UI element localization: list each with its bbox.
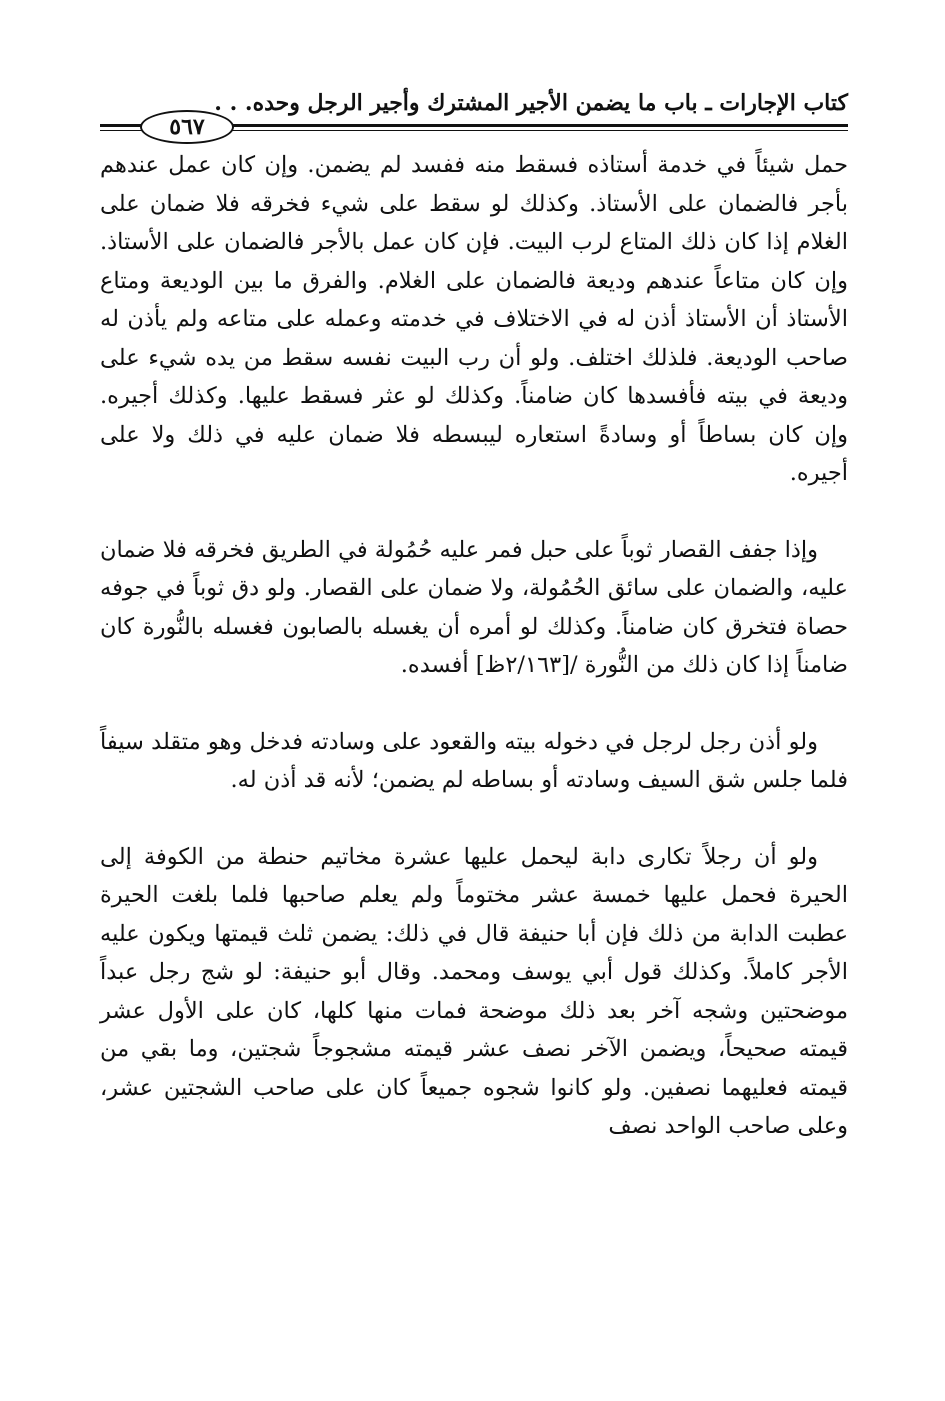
page-header <box>100 88 848 140</box>
page-body <box>100 146 848 1146</box>
paragraph-3: ولو أذن رجل لرجل في دخوله بيته والقعود على وسادته فدخل وهو متقلد سيفاً فلما جلس شق السيف وسادته أو بساطه لم يضمن؛ لأنه قد أذن له. <box>100 728 848 793</box>
running-title: كتاب الإجارات ـ باب ما يضمن الأجير المشترك وأجير الرجل وحده. . . <box>214 90 848 116</box>
paragraph-1: حمل شيئاً في خدمة أستاذه فسقط منه ففسد لم يضمن. وإن كان عمل عندهم بأجر فالضمان على الأستاذ. وكذلك لو سقط على شيء فخرقه فلا ضمان على الغلام إذا كان ذلك المتاع لرب البيت. فإن كان عمل بالأجر فالضمان على الأستاذ. وإن كان متاعاً عندهم وديعة فالضمان على الغلام. والفرق ما بين الوديعة ومتاع الأستاذ أن الأستاذ أذن له في الاختلاف في خدمته وعمله على متاعه ولم يأذن له صاحب الوديعة. فلذلك اختلف. ولو أن رب البيت نفسه سقط من يده شيء على وديعة في بيته فأفسدها كان ضامناً. وكذلك لو عثر فسقط عليها. وكذلك أجيره. وإن كان بساطاً أو وسادةً استعاره ليبسطه فلا ضمان عليه في ذلك ولا على أجيره. <box>100 152 848 486</box>
page-number: ٥٦٧ <box>140 110 234 144</box>
paragraph-4: ولو أن رجلاً تكارى دابة ليحمل عليها عشرة مخاتيم حنطة من الكوفة إلى الحيرة فحمل عليها خمسة عشر مختوماً ولم يعلم صاحبها فلما بلغت الحيرة عطبت الدابة من ذلك فإن أبا حنيفة قال في ذلك: يضمن ثلث قيمتها ويكون عليه الأجر كاملاً. وكذلك قول أبي يوسف ومحمد. وقال أبو حنيفة: لو شج رجل عبداً موضحتين وشجه آخر بعد ذلك موضحة فمات منها كلها، كان على الأول عشر قيمته صحيحاً، ويضمن الآخر نصف عشر قيمته مشجوجاً شجتين، وما بقي من قيمته فعليهما نصفين. ولو كانوا شجوه جميعاً كان على صاحب الشجتين عشر، وعلى صاحب الواحد نصف <box>100 843 849 1139</box>
book-page <box>100 88 848 1146</box>
paragraph-2: وإذا جفف القصار ثوباً على حبل فمر عليه حُمُولة في الطريق فخرقه فلا ضمان عليه، والضمان على سائق الحُمُولة، ولا ضمان على القصار. ولو دق ثوباً في جوفه حصاة فتخرق كان ضامناً. وكذلك لو أمره أن يغسله بالصابون فغسله بالنُّورة كان ضامناً إذا كان ذلك من النُّورة /[٢/١٦٣ظ] أفسده. <box>100 536 848 678</box>
